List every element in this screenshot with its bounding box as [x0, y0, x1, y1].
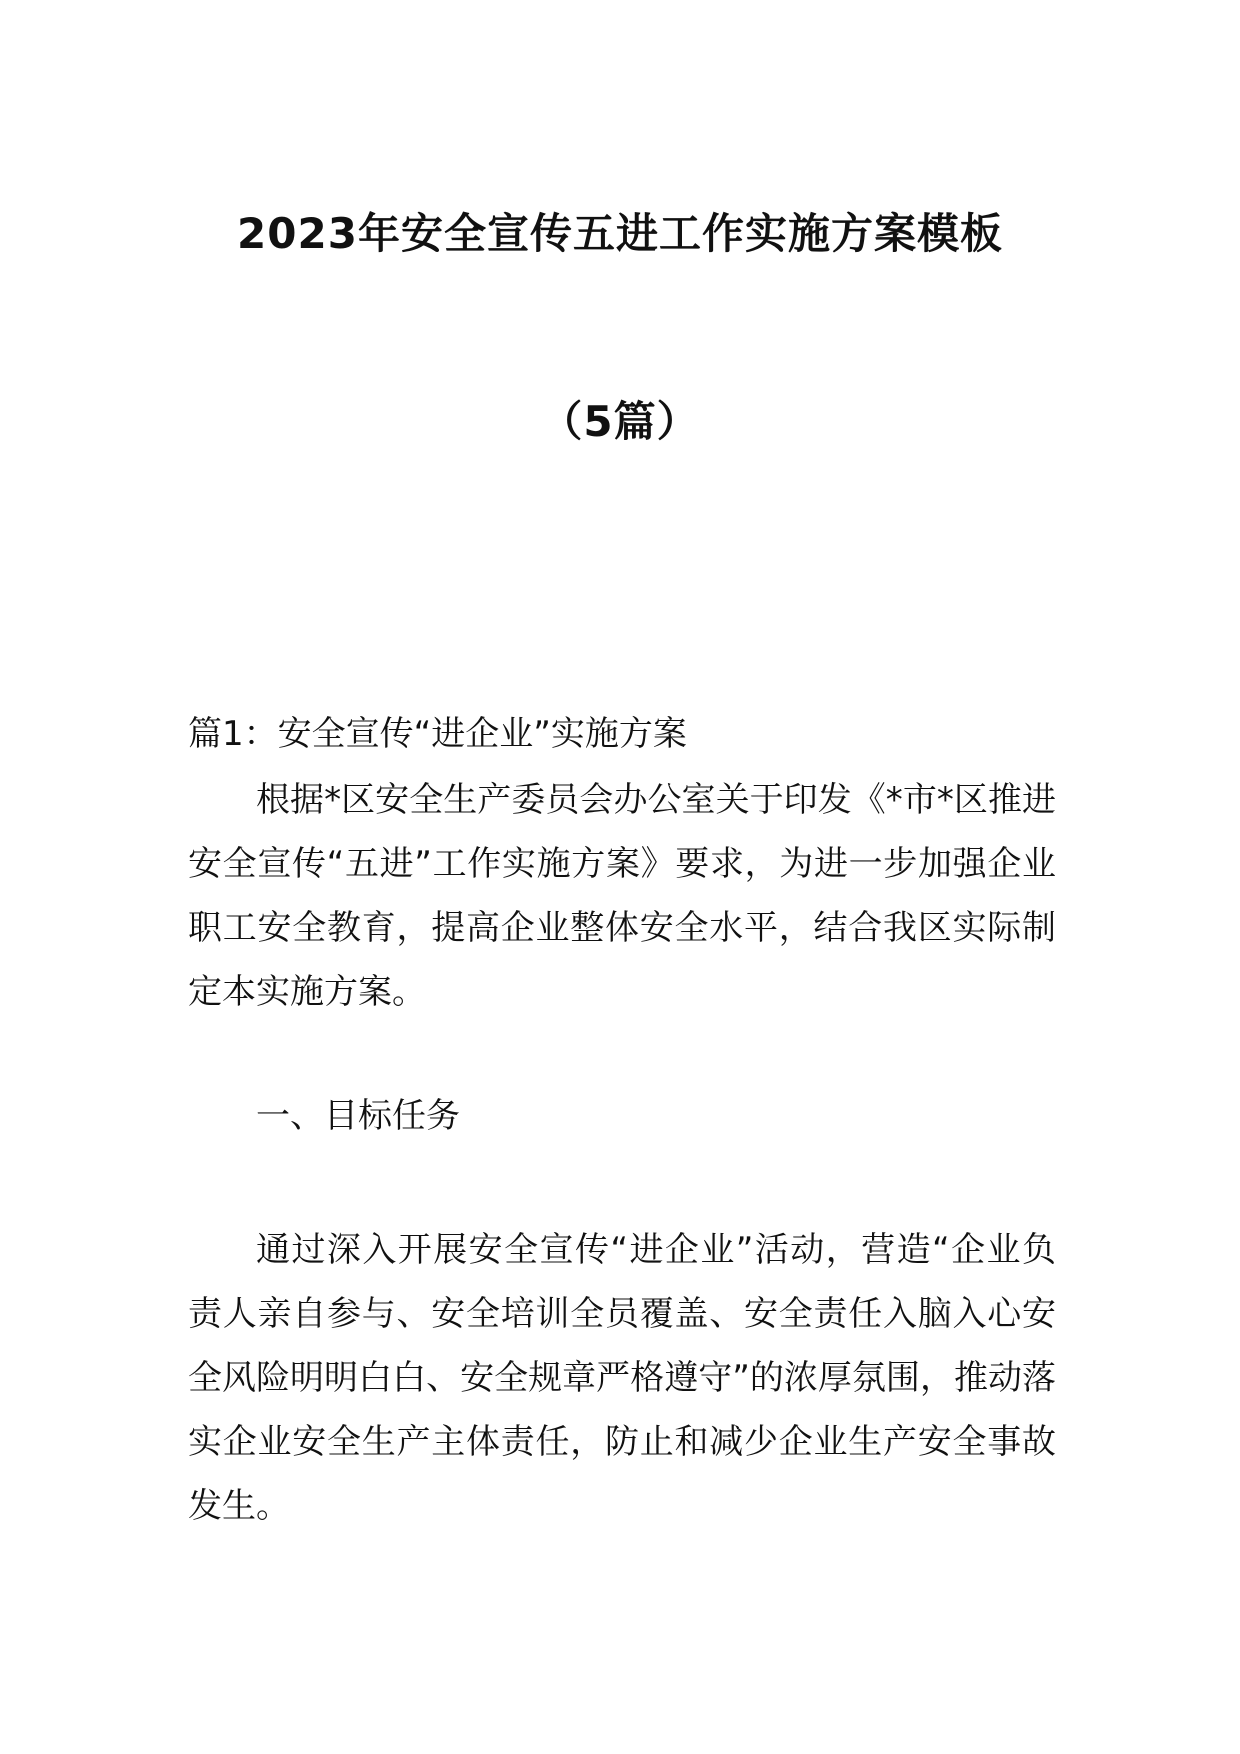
document-title: 2023年安全宣传五进工作实施方案模板 — [237, 209, 1003, 258]
paragraph-intro: 根据*区安全生产委员会办公室关于印发《*市*区推进安全宣传“五进”工作实施方案》要求，为进一步加强企业职工安全教育，提高企业整体安全水平，结合我区实际制定本实施方案。 — [188, 780, 1056, 1012]
paragraph-objectives: 通过深入开展安全宣传“进企业”活动，营造“企业负责人亲自参与、安全培训全员覆盖、安全责任入脑入心安全风险明明白白、安全规章严格遵守”的浓厚氛围，推动落实企业安全生产主体责任，防止和减少企业生产安全事故发生。 — [188, 1230, 1056, 1526]
section-heading: 篇1：安全宣传“进企业”实施方案 — [188, 714, 687, 754]
heading-objectives: 一、目标任务 — [256, 1096, 460, 1136]
document-subtitle: （5篇） — [540, 397, 700, 446]
